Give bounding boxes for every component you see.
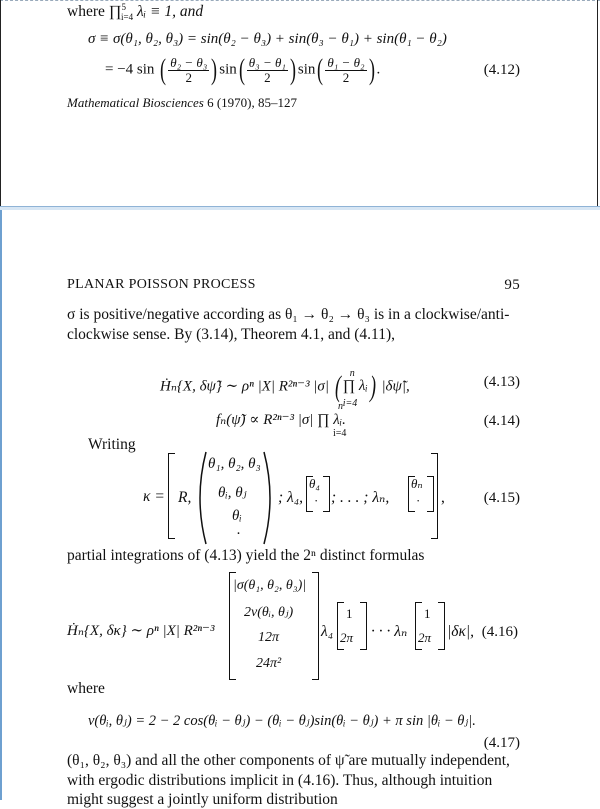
paragraph-1-line-2: clockwise sense. By (3.14), Theorem 4.1, and (4.11), [67,326,396,343]
paren-open-1: ( [160,53,167,86]
where-label: where [67,680,105,697]
eq15-vecn-top: θₙ [411,476,423,491]
eq15-R: R, [178,489,192,506]
eq16-lambda4: λ₄ [321,623,334,640]
page-border-left [0,0,1,206]
eq14-prod-bottom: i=4 [333,428,347,439]
fraction-3 [325,56,366,85]
running-header [67,277,520,293]
eq16-v1-bottom: 2π [340,630,354,645]
eq16-col-item-1: |σ(θ₁, θ₂, θ₃)| [233,578,307,593]
frac-1-den: 2 [185,69,192,85]
paragraph-3-line-3: might suggest a jointly uniform distribution [67,791,338,808]
sigma-prefix: = −4 sin [105,61,155,78]
equation-4-13 [160,368,410,410]
sigma-definition: σ ≡ σ(θ₁, θ₂, θ₃) = sin(θ₂ − θ₃) + sin(θ₃ − θ₁) + sin(θ₁ − θ₂) [88,31,447,47]
eq15-paren-right [262,450,278,546]
current-page [0,210,600,808]
eq15-vec4-top: θ₄ [309,476,320,491]
page-border-left-active [0,210,2,800]
paren-close-2: ) [289,53,296,86]
eq13-paren-close: ) [369,370,376,403]
kappa-label: κ = [143,488,165,505]
paren-close-3: ) [368,53,375,86]
page-border-right [597,0,598,206]
eq16-lhs: Ḣₙ{X, δκ} ∼ ρⁿ |X| R²ⁿ⁻³ [67,623,215,639]
eq15-vec4-bottom: · [314,493,319,508]
eq16-col-item-3: 12π [258,630,280,645]
eq16-vn-top: 1 [424,606,431,621]
equation-4-14 [216,411,346,429]
eq15-col-item-4: · [236,526,241,542]
where-text: where ∏ [67,3,122,20]
eq13-paren-open: ( [334,370,341,403]
frac-2-num: θ₃ − θ₁ [248,54,286,70]
eq15-dots: ; . . . ; λₙ, [331,489,390,506]
equation-number-4-16: (4.16) [481,624,518,640]
citation-journal: Mathematical Biosciences [67,95,204,110]
sin-word-2: sin [219,61,237,78]
sigma-expansion: = −4 sin ( $\frac{\text{θ₂ − θ₃}}{2}$ ) sin( $\frac{\text{θ₃ − θ₁}}{2}$ ) sin( $\frac{\text{θ₁ − θ₂}}{2}$ ) . [105,53,381,86]
paragraph-1-line-1: σ is positive/negative according as θ₁ → θ₂ → θ₃ is in a clockwise/anti- [67,306,510,323]
frac-3-den: 2 [342,69,350,85]
paragraph-3-line-1: (θ₁, θ₂, θ₃) and all the other components of ψ̃ are mutually independent, [67,752,510,769]
eq16-dots: · · · λₙ [371,623,408,640]
eq16-end: |δκ|, [447,623,475,640]
eq13-rhs: |δψ̃|, [381,378,410,395]
eq16-v1-top: 1 [346,606,353,621]
eq15-end: , [441,489,445,506]
running-head-title: PLANAR POISSON PROCESS [67,277,256,292]
eq16-vn-bottom: 2π [418,630,432,645]
frac-1-num: θ₂ − θ₃ [170,54,208,70]
equation-number-4-14: (4.14) [483,413,520,429]
eq13-product [342,368,368,410]
writing-label: Writing [88,436,136,453]
eq16-col-item-2: 2v(θᵢ, θⱼ) [244,605,294,620]
eq13-prod-top: n [349,368,355,380]
fraction-2 [247,56,288,85]
eq13-prod-bottom: i=4 [342,398,358,410]
equation-number-4-15: (4.15) [483,490,520,506]
eq16-col-item-4: 24π² [256,656,282,671]
paren-open-2: ( [238,53,245,86]
where-product-line [67,0,203,26]
equation-number-4-17: (4.17) [483,735,520,751]
product-sup: 5 [121,2,126,12]
equation-number-4-12: (4.12) [483,62,520,78]
paragraph-3-line-2: with ergodic distributions implicit in (4.16). Thus, although intuition [67,772,493,789]
eq13-lhs: Ḣₙ{X, δψ̃} ∼ ρⁿ |X| R²ⁿ⁻³ |σ| [160,378,329,395]
previous-page [0,0,600,207]
paragraph-2: partial integrations of (4.13) yield the 2ⁿ distinct formulas [67,547,425,564]
eq15-col-item-2: θᵢ, θⱼ [218,485,247,501]
sin-word-3: sin [297,61,316,78]
eq14-text: fₙ(ψ̃) ∝ R²ⁿ⁻³ |σ| ∏ λᵢ. [216,412,346,428]
where-rest: λᵢ ≡ 1, and [136,3,204,20]
page-number: 95 [504,277,520,293]
paren-open-3: ( [317,53,324,86]
eq15-vecn-bottom: · [416,493,421,508]
citation-details: 6 (1970), 85–127 [203,95,297,110]
eq15-paren-left [192,450,208,546]
eq14-prod-top: n [338,401,343,412]
citation [67,94,297,112]
equation-4-17: v(θᵢ, θⱼ) = 2 − 2 cos(θᵢ − θⱼ) − (θᵢ − θⱼ)sin(θᵢ − θⱼ) + π sin |θᵢ − θⱼ|. [88,713,476,729]
frac-2-den: 2 [264,69,271,85]
eq15-lambda4: ; λ₄, [278,489,304,506]
paren-close-1: ) [211,53,218,86]
eq15-col-item-1: θ₁, θ₂, θ₃ [208,456,261,472]
fraction-1 [168,56,209,85]
eq15-col-item-3: θᵢ [232,508,242,524]
frac-3-num: θ₁ − θ₂ [327,54,365,70]
eq13-prod-body: ∏ λᵢ [342,378,368,395]
product-sub: i=4 [121,12,134,23]
equation-number-4-13: (4.13) [483,374,520,390]
